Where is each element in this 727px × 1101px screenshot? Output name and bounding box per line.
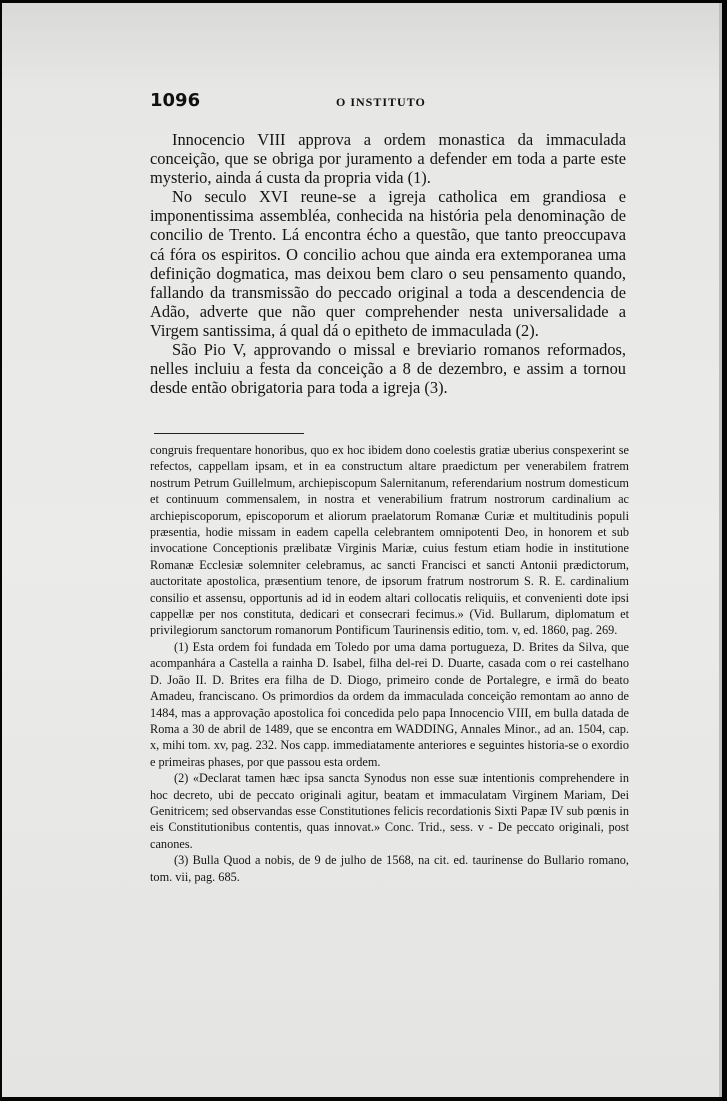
footnote-1: (1) Esta ordem foi fundada em Toledo por uma dama portugueza, D. Brites da Silva, que acompanhára a Castella a rainha D. Isabel, filha del-rei D. Duarte, casada com o rei castelhano D. João II. D. Brites era filha de D. Diogo, primeiro conde de Portalegre, e irmã do beato Amadeu, franciscano. Os primordios da ordem da immaculada conceição remontam ao anno de 1484, mas a approvação apostolica foi concedida pelo papa Innocencio VIII, em bulla datada de Roma a 30 de abril de 1489, que se encontra em WADDING, Annales Minor., ad an. 1504, cap. x, mihi tom. xv, pag. 232. Nos capp. immediatamente anteriores e seguintes historia-se o exordio e primeiras phases, por que passou esta ordem. xyxy=(150,639,629,769)
footnote-2: (2) «Declarat tamen hæc ipsa sancta Synodus non esse suæ intentionis comprehendere in hoc decreto, ubi de peccato originali agitur, beatam et immaculatam Virginem Mariam, Dei Genitricem; sed observandas esse Constitutiones felicis recordationis Sixti Papæ IV sub pœnis in eis Constitutionibus contentis, quas innovat.» Conc. Trid., sess. v - De peccato originali, post canones. xyxy=(150,771,629,851)
footnotes xyxy=(150,442,629,885)
paragraph-pio-v: São Pio V, approvando o missal e breviario romanos reformados, nelles incluiu a festa da conceição a 8 de dezembro, e assim a tornou desde então obrigatoria para toda a igreja (3). xyxy=(150,340,626,398)
page-header xyxy=(150,90,630,114)
footnote-separator-rule xyxy=(154,433,304,434)
footnote-continuation: congruis frequentare honoribus, quo ex hoc ibidem dono coelestis gratiæ uberius conspexerint se refectos, cappellam ipsam, et in ea constructum altare praedictum per venerabilem fratrem nostrum Petrum Guillelmum, archiepiscopum Salernitanum, referendarium nostrum domesticum et continuum commensalem, in nostra et venerabilium fratrum nostrorum cardinalium ac archiepiscoporum, episcoporum et aliorum praelatorum Romanæ Curiæ et multitudinis populi præsentia, hodie missam in eadem capella celebrantem omnipotenti Deo, in honorem et sub invocatione Conceptionis prælibatæ Virginis Mariæ, cuius festum etiam hodie in institutione Romanæ Ecclesiæ solemniter celebramus, ac sancti Francisci et sancti Antonii prædictorum, auctoritate apostolica, præsentium tenore, de ipsorum fratrum nostrorum S. R. E. cardinalium consilio et assensu, opportunis ad id in eodem altari collocatis reliquiis, et convenienti dote ipsi cappellæ per nos constituta, dedicari et consecrari fecimus.» (Vid. Bullarum, diplomatum et privilegiorum sanctorum romanorum Pontificum Taurinensis editio, tom. v, ed. 1860, pag. 269. xyxy=(150,443,629,638)
main-text xyxy=(150,130,626,397)
page-number: 1096 xyxy=(150,90,201,111)
running-title: O INSTITUTO xyxy=(336,95,426,109)
footnote-3: (3) Bulla Quod a nobis, de 9 de julho de 1568, na cit. ed. taurinense do Bullario romano, tom. vii, pag. 685. xyxy=(150,853,629,884)
paragraph-innocencio: Innocencio VIII approva a ordem monastica da immaculada conceição, que se obriga por juramento a defender em toda a parte este mysterio, ainda á custa da propria vida (1). xyxy=(150,130,626,188)
paragraph-trento: No seculo XVI reune-se a igreja catholica em grandiosa e imponentissima assembléa, conhecida na história pela denominação de concilio de Trento. Lá encontra écho a questão, que tanto preoccupava cá fóra os espiritos. O concilio achou que ainda era extemporanea uma definição dogmatica, mas deixou bem claro o seu pensamento quando, fallando da transmissão do peccado original a toda a descendencia de Adão, adverte que não quer comprehender nesta universalidade a Virgem santissima, á qual dá o epitheto de immaculada (2). xyxy=(150,187,626,340)
